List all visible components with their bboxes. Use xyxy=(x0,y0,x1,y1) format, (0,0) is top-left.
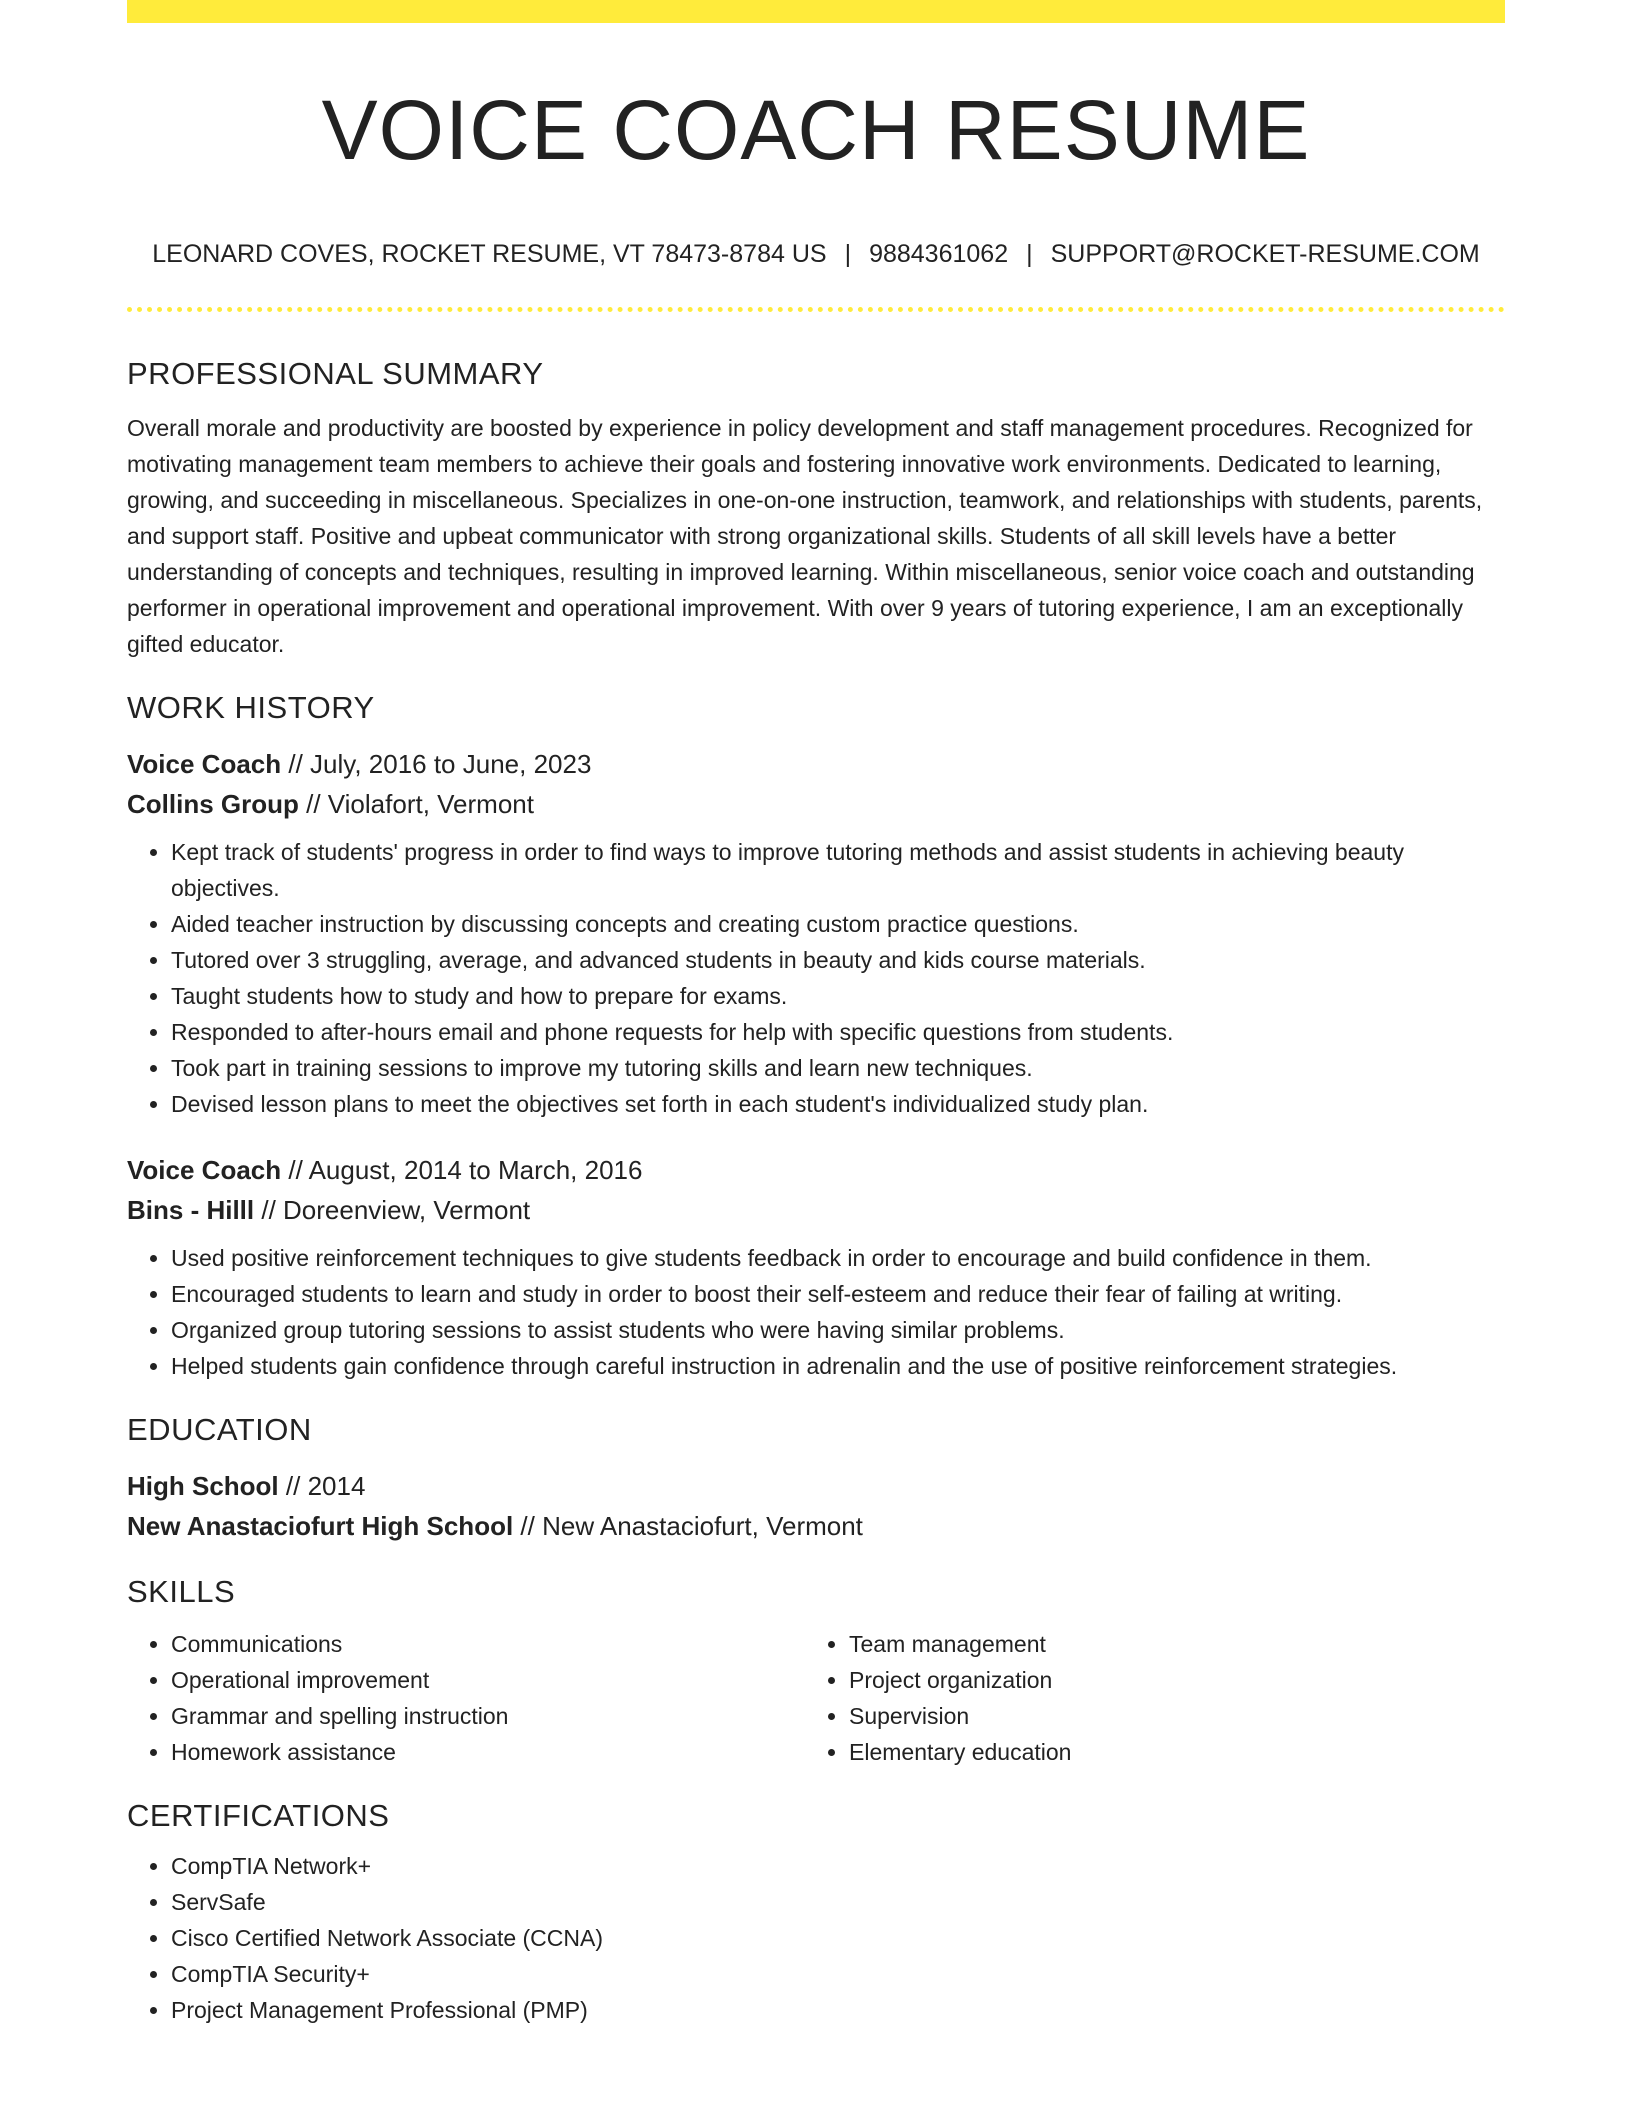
list-item: • Responded to after-hours email and phone requests for help with specific questions from students. xyxy=(171,1014,1505,1050)
job-title-line xyxy=(127,1150,1505,1190)
job-location: // Violafort, Vermont xyxy=(298,789,534,819)
list-item: • Supervision xyxy=(849,1698,1483,1734)
list-item: • ServSafe xyxy=(171,1884,1505,1920)
job-title: Voice Coach xyxy=(127,1155,282,1185)
top-accent-bar xyxy=(127,0,1505,23)
skills-list-right xyxy=(805,1626,1483,1770)
list-item: • Project Management Professional (PMP) xyxy=(171,1992,1505,2028)
list-item: • Encouraged students to learn and study in order to boost their self-esteem and reduce their fear of failing at writing. xyxy=(171,1276,1505,1312)
contact-address: LEONARD COVES, ROCKET RESUME, VT 78473-8784 US xyxy=(152,240,827,268)
list-item: • Helped students gain confidence through careful instruction in adrenalin and the use of positive reinforcement strategies. xyxy=(171,1348,1505,1384)
list-item: • Tutored over 3 struggling, average, and advanced students in beauty and kids course materials. xyxy=(171,942,1505,978)
page-title: VOICE COACH RESUME xyxy=(321,83,1311,177)
job-company-line xyxy=(127,1190,1505,1230)
list-item: • Kept track of students' progress in order to find ways to improve tutoring methods and assist students in achieving beauty objectives. xyxy=(171,834,1505,906)
education-location: // New Anastaciofurt, Vermont xyxy=(513,1511,863,1541)
list-item: • Project organization xyxy=(849,1662,1483,1698)
list-item: • CompTIA Network+ xyxy=(171,1848,1505,1884)
education-school-line xyxy=(127,1506,1505,1546)
contact-line xyxy=(127,236,1505,272)
list-item: • Used positive reinforcement techniques to give students feedback in order to encourage and build confidence in them. xyxy=(171,1240,1505,1276)
section-heading-work-history: WORK HISTORY xyxy=(127,690,375,725)
list-item: • Homework assistance xyxy=(171,1734,805,1770)
section-heading-summary: PROFESSIONAL SUMMARY xyxy=(127,356,544,391)
job-bullets xyxy=(127,834,1505,1122)
job-title-line xyxy=(127,744,1505,784)
skills-section xyxy=(127,1570,1505,1770)
list-item: • Team management xyxy=(849,1626,1483,1662)
list-item: • Elementary education xyxy=(849,1734,1483,1770)
job-dates: // July, 2016 to June, 2023 xyxy=(281,749,592,779)
skills-list-left xyxy=(127,1626,805,1770)
contact-email: SUPPORT@ROCKET-RESUME.COM xyxy=(1050,240,1480,268)
skills-columns xyxy=(127,1626,1505,1770)
list-item: • Operational improvement xyxy=(171,1662,805,1698)
job-bullets xyxy=(127,1240,1505,1384)
job-company: Bins - Hilll xyxy=(127,1195,255,1225)
job-company-line xyxy=(127,784,1505,824)
list-item: • Cisco Certified Network Associate (CCNA) xyxy=(171,1920,1505,1956)
list-item: • Grammar and spelling instruction xyxy=(171,1698,805,1734)
section-heading-certifications: CERTIFICATIONS xyxy=(127,1798,390,1833)
job-entry xyxy=(127,1150,1505,1384)
job-entry xyxy=(127,744,1505,1122)
summary-section xyxy=(127,352,1505,662)
contact-phone: 9884361062 xyxy=(869,240,1009,268)
list-item: • Taught students how to study and how to prepare for exams. xyxy=(171,978,1505,1014)
list-item: • Organized group tutoring sessions to assist students who were having similar problems. xyxy=(171,1312,1505,1348)
work-history-section xyxy=(127,686,1505,1384)
list-item: • Communications xyxy=(171,1626,805,1662)
education-school: New Anastaciofurt High School xyxy=(127,1511,514,1541)
list-item: • Took part in training sessions to improve my tutoring skills and learn new techniques. xyxy=(171,1050,1505,1086)
section-heading-education: EDUCATION xyxy=(127,1412,312,1447)
education-degree: High School xyxy=(127,1471,279,1501)
job-company: Collins Group xyxy=(127,789,299,819)
section-heading-skills: SKILLS xyxy=(127,1574,236,1609)
dotted-divider xyxy=(127,307,1505,312)
list-item: • Aided teacher instruction by discussing concepts and creating custom practice questions. xyxy=(171,906,1505,942)
education-degree-line xyxy=(127,1466,1505,1506)
job-title: Voice Coach xyxy=(127,749,282,779)
education-year: // 2014 xyxy=(278,1471,366,1501)
job-dates: // August, 2014 to March, 2016 xyxy=(281,1155,643,1185)
contact-separator: | xyxy=(1026,240,1033,268)
resume-content xyxy=(127,352,1505,2028)
education-section xyxy=(127,1408,1505,1546)
contact-separator: | xyxy=(844,240,852,268)
list-item: • Devised lesson plans to meet the objectives set forth in each student's individualized study plan. xyxy=(171,1086,1505,1122)
list-item: • CompTIA Security+ xyxy=(171,1956,1505,1992)
job-location: // Doreenview, Vermont xyxy=(254,1195,531,1225)
summary-text: Overall morale and productivity are boosted by experience in policy development and staff management procedures. Recognized for motivating management team members to achieve their goals and fostering innovative work environments. Dedicated to learning, growing, and succeeding in miscellaneous. Specializes in one-on-one instruction, teamwork, and relationships with students, parents, and support staff. Positive and upbeat communicator with strong organizational skills. Students of all skill levels have a better understanding of concepts and techniques, resulting in improved learning. Within miscellaneous, senior voice coach and outstanding performer in operational improvement and operational improvement. With over 9 years of tutoring experience, I am an exceptionally gifted educator. xyxy=(127,415,1483,657)
certifications-section xyxy=(127,1794,1505,2028)
certifications-list xyxy=(127,1848,1505,2028)
